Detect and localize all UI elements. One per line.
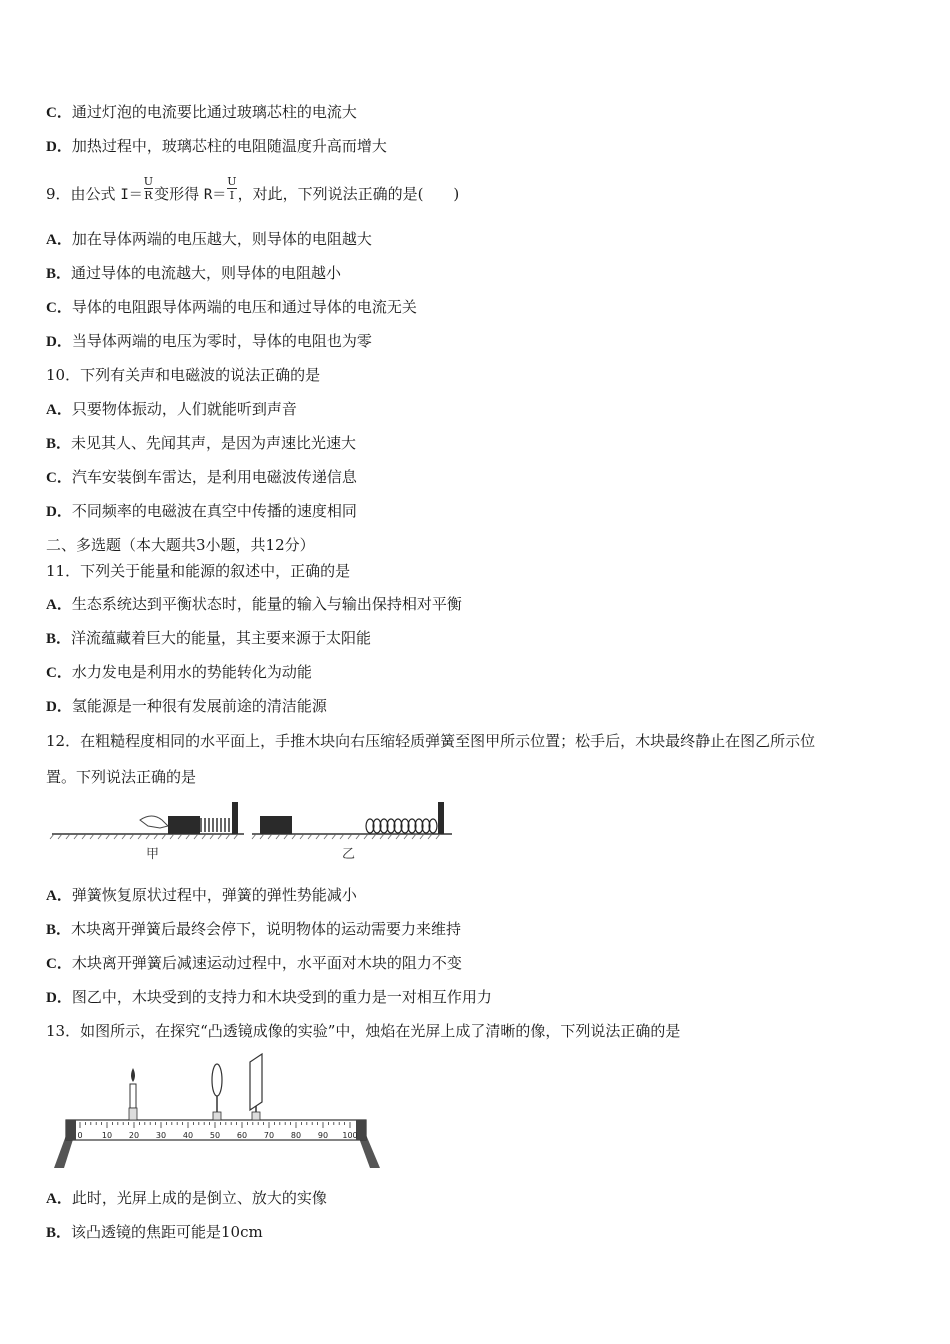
candle-holder [129, 1108, 137, 1120]
q9-option-d [46, 331, 372, 352]
option-letter: B． [46, 266, 72, 282]
q12-stem-line1: 12．在粗糙程度相同的水平面上，手推木块向右压缩轻质弹簧至图甲所示位置；松手后，木块最终静止在图乙所示位 [46, 732, 816, 750]
q9-option-a [46, 229, 372, 250]
option-letter: D． [46, 699, 72, 715]
optical-bench-figure [50, 1050, 386, 1174]
fraction-denominator: R [144, 189, 153, 202]
ruler-tick-label: 50 [209, 1131, 221, 1140]
block-jia [168, 816, 200, 834]
option-text: 生态系统达到平衡状态时，能量的输入与输出保持相对平衡 [71, 595, 462, 613]
option-letter: A． [46, 1191, 72, 1207]
q10-stem: 10．下列有关声和电磁波的说法正确的是 [46, 366, 321, 384]
q8-option-d [46, 136, 387, 157]
option-letter: D． [46, 504, 72, 520]
stem-text-pre: 由公式 [70, 185, 116, 203]
option-text: 图乙中，木块受到的支持力和木块受到的重力是一对相互作用力 [71, 988, 492, 1006]
convex-lens [212, 1064, 222, 1096]
q10-option-d [46, 501, 357, 522]
option-letter: A． [46, 597, 72, 613]
option-letter: C． [46, 470, 72, 486]
ruler-tick-label: 10 [101, 1131, 113, 1140]
option-text: 木块离开弹簧后减速运动过程中，水平面对木块的阻力不变 [71, 954, 462, 972]
option-text: 氢能源是一种很有发展前途的清洁能源 [71, 697, 327, 715]
option-text: 此时，光屏上成的是倒立、放大的实像 [71, 1189, 327, 1207]
question-number: 9． [46, 185, 71, 203]
hand-shape [140, 816, 168, 828]
q12-option-c [46, 953, 462, 974]
option-letter: D． [46, 990, 72, 1006]
spring-compressed [201, 818, 229, 832]
q9-stem [46, 175, 460, 208]
q10-option-a [46, 399, 297, 420]
option-letter: D． [46, 334, 72, 350]
ruler-tick-label: 20 [128, 1131, 140, 1140]
wall-yi [438, 802, 444, 834]
q9-option-b [46, 263, 341, 284]
spring-block-figure [48, 796, 458, 864]
q11-option-d [46, 696, 327, 717]
q9-option-c [46, 297, 417, 318]
option-text: 木块离开弹簧后最终会停下，说明物体的运动需要力来维持 [71, 920, 462, 938]
option-text: 水力发电是利用水的势能转化为动能 [71, 663, 312, 681]
option-text: 加在导体两端的电压越大，则导体的电阻越大 [71, 230, 372, 248]
option-text: 洋流蕴藏着巨大的能量，其主要来源于太阳能 [71, 629, 372, 647]
q10-option-b [46, 433, 356, 454]
stem-text-mid: 变形得 [154, 185, 200, 203]
option-text: 弹簧恢复原状过程中，弹簧的弹性势能减小 [71, 886, 357, 904]
candle-flame [131, 1068, 135, 1082]
option-letter: D． [46, 139, 72, 155]
ruler-tick-label: 60 [236, 1131, 248, 1140]
option-letter: B． [46, 631, 72, 647]
option-text: 当导体两端的电压为零时，导体的电阻也为零 [71, 332, 372, 350]
option-text: 汽车安装倒车雷达，是利用电磁波传递信息 [71, 468, 357, 486]
q12-option-d [46, 987, 492, 1008]
left-endcap [66, 1120, 76, 1140]
option-text: 通过灯泡的电流要比通过玻璃芯柱的电流大 [71, 103, 357, 121]
q11-option-b [46, 628, 371, 649]
option-text: 通过导体的电流越大，则导体的电阻越小 [71, 264, 342, 282]
ruler-tick-label: 80 [290, 1131, 302, 1140]
option-letter: C． [46, 105, 72, 121]
q12-option-a [46, 885, 357, 906]
label-jia: 甲 [146, 847, 160, 862]
q11-stem: 11．下列关于能量和能源的叙述中，正确的是 [46, 562, 351, 580]
q12-option-b [46, 919, 461, 940]
q13-option-b [46, 1222, 263, 1243]
ruler-tick-label: 90 [317, 1131, 329, 1140]
option-letter: B． [46, 1225, 72, 1241]
option-letter: A． [46, 232, 72, 248]
option-letter: A． [46, 888, 72, 904]
ruler-tick-label: 100 [342, 1131, 358, 1140]
q12-stem-line2: 置。下列说法正确的是 [46, 768, 197, 786]
option-text: 加热过程中，玻璃芯柱的电阻随温度升高而增大 [71, 137, 387, 155]
option-text: 导体的电阻跟导体两端的电压和通过导体的电流无关 [71, 298, 417, 316]
formula-lhs-2: R＝ [203, 187, 227, 203]
light-screen [250, 1054, 262, 1110]
option-letter: C． [46, 665, 72, 681]
q10-option-c [46, 467, 357, 488]
ruler-tick-label: 0 [77, 1131, 83, 1140]
ruler-tick-label: 40 [182, 1131, 194, 1140]
q11-option-c [46, 662, 312, 683]
q13-stem: 13．如图所示，在探究“凸透镜成像的实验”中，烛焰在光屏上成了清晰的像，下列说法正确的是 [46, 1022, 681, 1040]
option-text: 该凸透镜的焦距可能是10cm [71, 1223, 263, 1241]
option-letter: B． [46, 436, 72, 452]
option-letter: C． [46, 956, 72, 972]
option-text: 不同频率的电磁波在真空中传播的速度相同 [71, 502, 357, 520]
label-yi: 乙 [342, 847, 356, 862]
formula-lhs-1: I＝ [120, 187, 143, 203]
fraction-u-over-r [144, 176, 153, 202]
ruler-tick-label: 70 [263, 1131, 275, 1140]
q8-option-c [46, 102, 357, 123]
ruler-tick-label: 30 [155, 1131, 167, 1140]
fraction-u-over-i [227, 176, 236, 202]
section-heading: 二、多选题（本大题共3小题，共12分） [46, 536, 315, 554]
q13-option-a [46, 1188, 327, 1209]
block-yi [260, 816, 292, 834]
fraction-denominator: I [227, 188, 236, 202]
fraction-numerator: U [143, 175, 154, 188]
option-letter: A． [46, 402, 72, 418]
q11-option-a [46, 594, 462, 615]
candle [130, 1084, 136, 1108]
fraction-numerator: U [227, 175, 237, 188]
option-letter: C． [46, 300, 72, 316]
stem-text-post: ，对此，下列说法正确的是( ) [237, 185, 460, 203]
option-text: 未见其人、先闻其声，是因为声速比光速大 [71, 434, 357, 452]
wall-jia [232, 802, 238, 834]
option-text: 只要物体振动，人们就能听到声音 [71, 400, 297, 418]
lens-holder [213, 1112, 221, 1120]
spring-relaxed [366, 819, 437, 833]
option-letter: B． [46, 922, 72, 938]
screen-holder [252, 1112, 260, 1120]
